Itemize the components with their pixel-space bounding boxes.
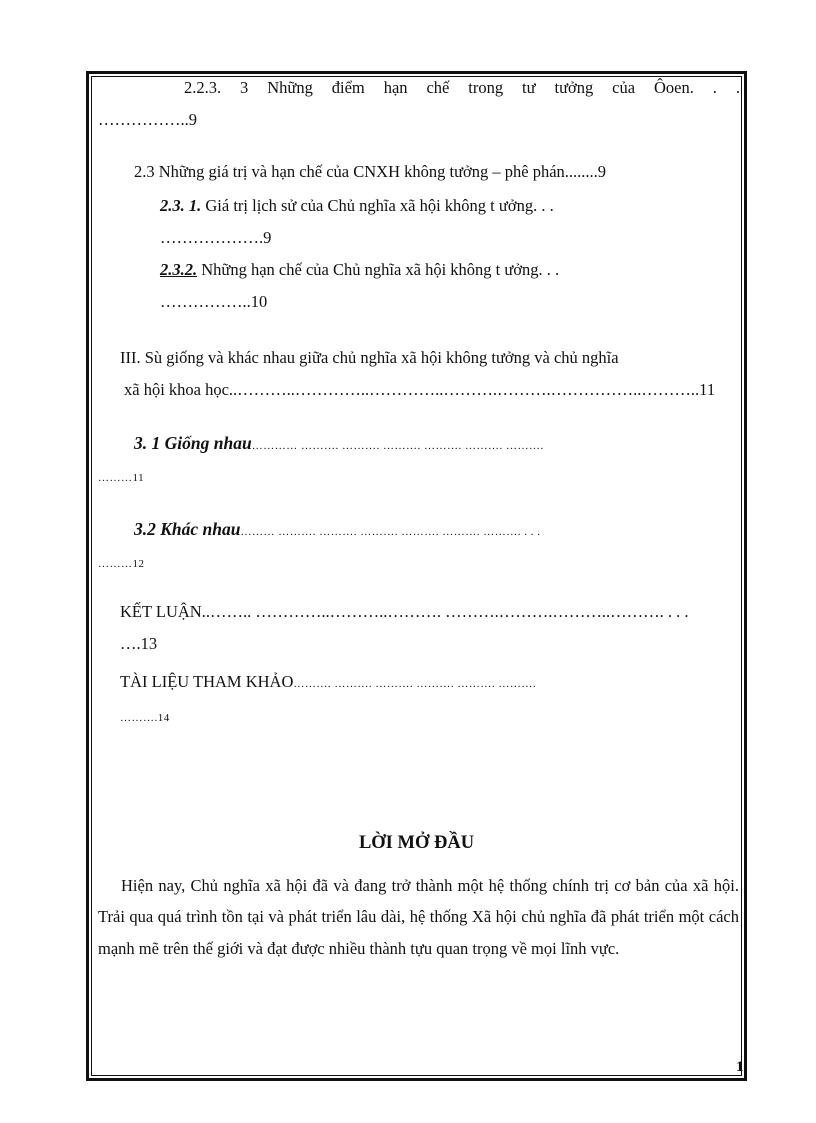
toc-entry-tai-lieu-title: TÀI LIỆU THAM KHẢO <box>120 672 294 691</box>
toc-entry-3-1 <box>134 433 544 456</box>
intro-paragraph: Hiện nay, Chủ nghĩa xã hội đã và đang trở thành một hệ thống chính trị cơ bản của xã hội. Trải qua quá trình tồn tại và phát triển lâu dài, hệ thống Xã hội chủ nghĩa đã phát triển một cách mạnh mẽ trên thế giới và đạt được nhiều thành tựu quan trọng về mọi lĩnh vực. <box>98 876 739 958</box>
toc-entry-III-line2: xã hội khoa học..………..…………..…………..……….……….……………..………..11 <box>124 380 716 399</box>
toc-entry-2-3-2-title: Những hạn chế của Chủ nghĩa xã hội không t ưởng. . . <box>197 260 560 279</box>
toc-entry-tai-lieu-dots: ………. ………. ………. ………. ………. ………. <box>293 678 537 690</box>
toc-entry-2-3-2 <box>160 260 559 280</box>
toc-entry-ket-luan-page: ….13 <box>120 634 158 653</box>
toc-entry-ket-luan: KẾT LUẬN..…….. …………..………..………. ……….……….………..………. . . . <box>120 602 689 621</box>
toc-entry-III-line1: III. Sù giống và khác nhau giữa chủ nghĩa xã hội không tưởng và chủ nghĩa <box>120 348 619 367</box>
toc-entry-2-3-1-title: Giá trị lịch sử của Chủ nghĩa xã hội không t ưởng. . . <box>201 196 554 215</box>
toc-entry-3-1-title: 3. 1 Giống nhau <box>134 433 252 453</box>
toc-entry-2-3-1-page: ……………….9 <box>160 228 272 247</box>
toc-entry-tai-lieu-page: ……….14 <box>120 712 170 724</box>
toc-entry-2-2-3-page: ……………..9 <box>98 110 197 129</box>
page-number: 1 <box>736 1059 744 1075</box>
toc-entry-2-3-2-page: ……………..10 <box>160 292 268 311</box>
toc-entry-3-2-page: ………12 <box>98 558 145 570</box>
toc-entry-3-1-dots: ………… ………. ………. ………. ………. ………. ………. <box>251 440 544 452</box>
toc-entry-3-1-page: ………11 <box>98 472 145 484</box>
toc-entry-2-3: 2.3 Những giá trị và hạn chế của CNXH không tưởng – phê phán........9 <box>134 162 607 181</box>
toc-entry-2-3-2-number: 2.3.2. <box>160 260 198 279</box>
toc-entry-3-2-dots: ……… ………. ………. ………. ………. ………. ………. . . . <box>240 526 541 538</box>
toc-entry-3-2-title: 3.2 Khác nhau <box>134 519 241 539</box>
toc-entry-2-3-1-number: 2.3. 1. <box>160 196 202 215</box>
toc-entry-2-3-1 <box>160 196 554 216</box>
intro-heading: LỜI MỞ ĐẦU <box>358 833 475 853</box>
toc-entry-3-2 <box>134 519 541 542</box>
toc-entry-2-2-3-title: 2.2.3. 3 Những điểm hạn chế trong tư tưởng của Ôoen. . . <box>184 78 740 97</box>
toc-entry-tai-lieu <box>120 672 536 694</box>
